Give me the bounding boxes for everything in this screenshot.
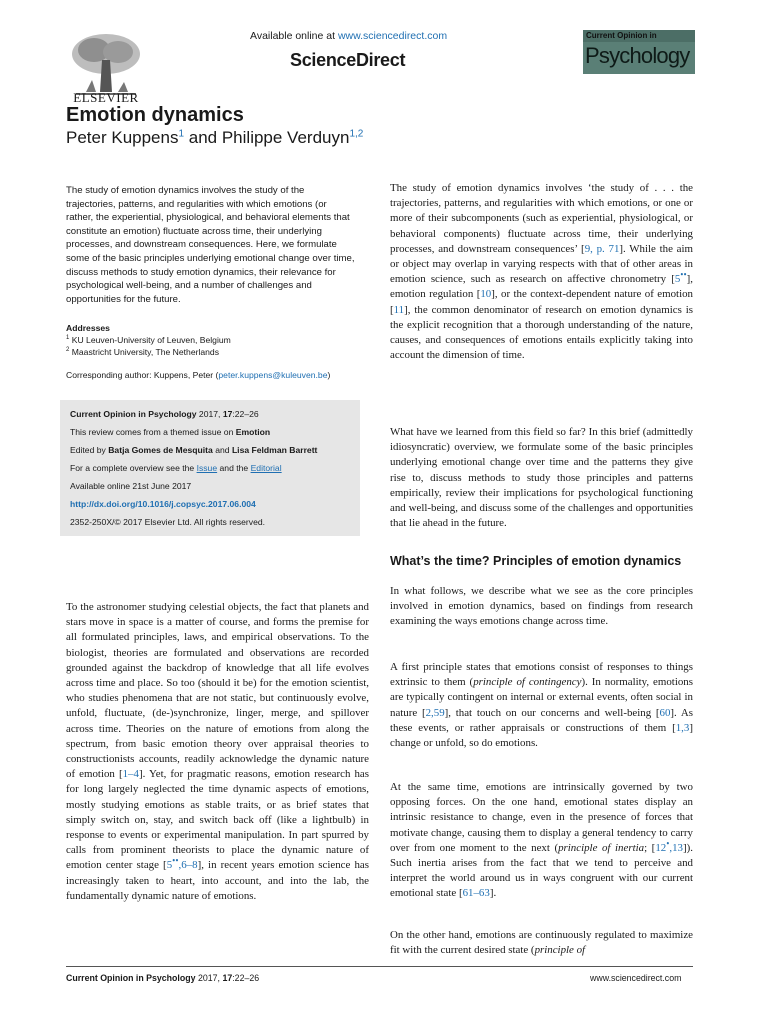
citation-link[interactable]: 1,3	[675, 721, 690, 734]
body-paragraph: On the other hand, emotions are continuously regulated to maximize fit with the current desired state (principle of	[390, 929, 693, 957]
sciencedirect-link[interactable]: www.sciencedirect.com	[337, 30, 448, 42]
citation-link[interactable]: 11	[393, 303, 405, 316]
overview-line: For a complete overview see the Issue and the Editorial	[70, 463, 282, 473]
themed-issue-line: This review comes from a themed issue on Emotion	[70, 427, 271, 437]
journal-cover-subtitle: Current Opinion in	[586, 31, 657, 40]
journal-cover-title: Psychology	[585, 43, 690, 68]
intro-paragraph: To the astronomer studying celestial objects, the fact that planets and stars move in space is a matter of course, and forms the premise for all formulated principles, laws, and empirical observations. To the biologist, theories are formulated and observations are recorded grounded against the backdrop of knowledge that all life evolves across time and place. So too (should it be) for the emotion scientist, who studies phenomena that are not static, but continuously evolve, unfold, fluctuate, (de-)synchronize, linger, merge, and spillover across time. Theories on the nature of emotions from along the spectrum, from basic emotion theory over appraisal theories to constructionists accounts, readily acknowledge the dynamic nature of emotion [1–4]. Yet, for pragmatic reasons, emotion research has for long largely neglected the time dynamic aspects of emotions, mostly studying emotions as stable traits, or as brief states that simply switch on, stay, and switch back off (like a lightbulb) in response to events or experimental manipulation. In part spurred by calls from prominent theorists to place the dynamic nature of emotion center stage [5••,6–8], in recent years emotion science has increasingly taken to heart, into account, and into the lab, the fundamentally dynamic nature of emotions.	[66, 601, 370, 902]
citation-link[interactable]: 12	[655, 841, 667, 854]
citation-link[interactable]: 61–63	[462, 887, 490, 900]
body-paragraph: At the same time, emotions are intrinsically governed by two opposing forces. On the one hand, emotional states display an intrinsic resistance to change, even in the presence of forces that motivate change, causing them to display a general tendency to carry over from one moment to the next (principle of inertia; [12•,13]). Such inertia arises from the fact that we tend to perceive and interpret the world around us in ways congruent with our current emotional state [61–63].	[390, 781, 693, 900]
citation-link[interactable]: ,13	[669, 841, 684, 854]
footer-divider	[66, 966, 693, 967]
available-date: Available online 21st June 2017	[70, 481, 192, 491]
editorial-link[interactable]: Editorial	[250, 463, 282, 473]
corresponding-author: Corresponding author: Kuppens, Peter (peter.kuppens@kuleuven.be)	[66, 370, 331, 380]
citation-link[interactable]: ,6–8	[178, 859, 198, 872]
sciencedirect-brand: ScienceDirect	[290, 50, 406, 70]
available-online: Available online at www.sciencedirect.com	[250, 30, 448, 42]
publisher-name: ELSEVIER	[73, 90, 139, 105]
footer-citation: Current Opinion in Psychology 2017, 17:22–26	[66, 973, 260, 983]
citation-link[interactable]: 9, p. 71	[584, 242, 620, 255]
article-title: Emotion dynamics	[66, 104, 244, 126]
doi-link[interactable]: http://dx.doi.org/10.1016/j.copsyc.2017.06.004	[70, 499, 256, 509]
citation-line: Current Opinion in Psychology 2017, 17:22–26	[70, 409, 259, 419]
journal-cover	[583, 30, 695, 74]
author-email-link[interactable]: peter.kuppens@kuleuven.be	[218, 370, 328, 380]
body-paragraph: A first principle states that emotions consist of responses to things extrinsic to them (principle of contingency). In normality, emotions are typically contingent on internal or external events, often social in nature [2,59], that touch on our concerns and well-being [60]. As these events, or rather appraisals or constructions of them [1,3] change or unfold, so do emotions.	[390, 661, 694, 750]
author-list: Peter Kuppens$^1$ and Philippe Verduyn$^{1,2}$	[66, 128, 364, 147]
issue-link[interactable]: Issue	[196, 463, 218, 473]
body-paragraph: What have we learned from this field so far? In this brief (admittedly idiosyncratic) overview, we formulate some of the basic principles underlying emotional change over time and the patterns they give rise to, discuss methods to study those principles and patterns empirically, review their implications for psychological functioning and well-being, and discuss some of the challenges and opportunities that lie ahead in the future.	[390, 426, 693, 530]
citation-link[interactable]: 5	[166, 859, 173, 872]
copyright-line: 2352-250X/© 2017 Elsevier Ltd. All rights reserved.	[70, 517, 266, 527]
citation-link[interactable]: 5	[674, 273, 681, 286]
body-paragraph: The study of emotion dynamics involves ‘the study of . . . the trajectories, patterns, and regularities with which emotions, or one or more of their subcomponents (such as experiential, physiological, or behavioral components) fluctuate across time, their underlying processes, and downstream consequences’ [9, p. 71]. While the aim or object may overlap in varying respects with that of other areas in emotion science, such as research on affective chronometry [5••], emotion regulation [10], or the context-dependent nature of emotion [11], the common denominator of research on emotion dynamics is the explicit recognition that a thorough understanding of the nature, causes, and consequences of emotions entails explicitly taking into account the dimension of time.	[390, 182, 693, 362]
citation-link[interactable]: 60	[659, 706, 671, 719]
citation-link[interactable]: 10	[480, 288, 492, 301]
addresses: Addresses $^1$ KU Leuven-University of Leuven, Belgium $^2$ Maastricht University, The Netherlands	[66, 323, 231, 357]
citation-link[interactable]: 1–4	[122, 768, 139, 781]
body-paragraph: In what follows, we describe what we see as the core principles involved in emotion dynamics, based on findings from research examining the ways emotions change across time.	[390, 585, 693, 628]
article-info-box	[60, 400, 360, 536]
section-heading: What’s the time? Principles of emotion dynamics	[390, 554, 682, 568]
citation-link[interactable]: 2,59	[425, 706, 445, 719]
abstract: The study of emotion dynamics involves the study of the trajectories, patterns, and regularities with which emotions (or rather, the experiential, physiological, and behavioral elements that constitute an emotion) fluctuate across time, their underlying processes, and downstream consequences. Here, we formulate some of the basic principles underlying emotional change over time, discuss methods to study emotion dynamics, their relevance for psychological well-being, and a number of challenges and opportunities for the future.	[66, 185, 355, 305]
footer-site-link[interactable]: www.sciencedirect.com	[590, 973, 682, 983]
editors-line: Edited by Batja Gomes de Mesquita and Lisa Feldman Barrett	[70, 445, 318, 455]
